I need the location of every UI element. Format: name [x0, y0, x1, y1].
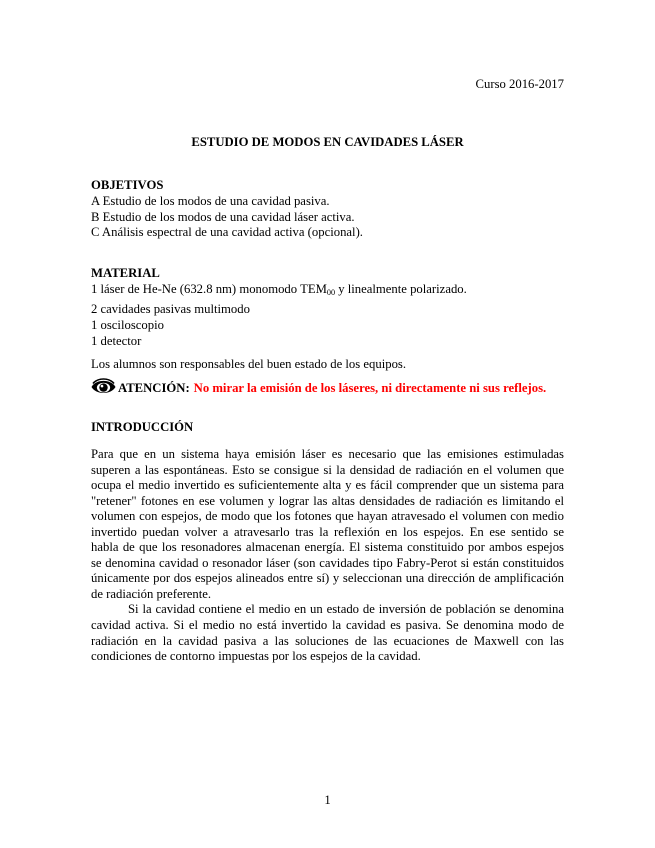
- warning-message: No mirar la emisión de los láseres, ni directamente ni sus reflejos.: [193, 381, 547, 395]
- paragraph-line: únicamente por dos espejos alineados entre sí) y seleccionan una dirección de amplificación: [91, 571, 564, 586]
- objetivo-item: B Estudio de los modos de una cavidad láser activa.: [91, 209, 355, 224]
- material-item: 2 cavidades pasivas multimodo: [91, 302, 250, 316]
- paragraph-line: habla de que los resonadores almacenan energía. El sistema constituido por ambos espejos: [91, 540, 564, 555]
- introduccion-heading: INTRODUCCIÓN: [91, 420, 194, 434]
- page-number: 1: [324, 793, 331, 807]
- paragraph-line: ocupa el medio invertido es suficientemente alta y es fácil comprender que un sistema para: [91, 478, 564, 493]
- material-section: [91, 265, 564, 349]
- paragraph-line: cavidad activa. Si el medio no está invertido la cavidad es pasiva. Se denomina modo de: [91, 618, 564, 633]
- course-label: Curso 2016-2017: [475, 77, 564, 91]
- paragraph-line: condiciones de contorno impuestas por los espejos de la cavidad.: [91, 649, 421, 664]
- material-item: 1 detector: [91, 334, 142, 348]
- tem-mode-subscript: 00: [326, 288, 336, 297]
- responsibility-note: Los alumnos son responsables del buen estado de los equipos.: [91, 357, 407, 371]
- paragraph-line: de radiación preferente.: [91, 586, 212, 601]
- paragraph-line: invertido puedan volver a atravesarlo tras la reflexión en los espejos. En ese sentido se: [91, 524, 564, 539]
- paragraph-line: "retener" fotones en ese volumen y lograr las altas densidades de radiación es limitando el: [91, 493, 564, 508]
- material-heading: MATERIAL: [91, 266, 160, 280]
- paragraph-line: volumen con espejos, de modo que los fotones que hayan atravesado el volumen con medio: [91, 509, 564, 524]
- document-title: ESTUDIO DE MODOS EN CAVIDADES LÁSER: [191, 135, 464, 149]
- introduccion-body: [91, 447, 564, 665]
- eye-icon: [91, 378, 116, 396]
- paragraph-line: Para que en un sistema haya emisión láser es necesario que las emisiones estimuladas: [91, 447, 564, 461]
- objetivos-heading: OBJETIVOS: [91, 178, 164, 192]
- paragraph-line: radiación en la cavidad pasiva a las soluciones de las ecuaciones de Maxwell con las: [91, 633, 564, 648]
- objetivo-item: C Análisis espectral de una cavidad activa (opcional).: [91, 225, 363, 240]
- laser-polarization: y linealmente polarizado.: [335, 282, 467, 296]
- paragraph-line: se denomina cavidad o resonador láser (son cavidades tipo Fabry-Perot si están constituidos: [91, 555, 564, 570]
- laser-description: 1 láser de He-Ne (632.8 nm) monomodo TEM: [91, 282, 327, 296]
- warning-line: [91, 378, 564, 394]
- objetivo-item: A Estudio de los modos de una cavidad pasiva.: [91, 193, 330, 208]
- material-item: 1 osciloscopio: [91, 318, 164, 332]
- material-item-laser: [91, 281, 564, 301]
- paragraph-line: Si la cavidad contiene el medio en un estado de inversión de población se denomina: [128, 602, 564, 617]
- warning-label: ATENCIÓN:: [118, 381, 190, 395]
- objetivos-section: [91, 178, 564, 241]
- paragraph-line: superen a las espontáneas. Esto se consigue si la densidad de radiación en el volumen que: [91, 462, 564, 477]
